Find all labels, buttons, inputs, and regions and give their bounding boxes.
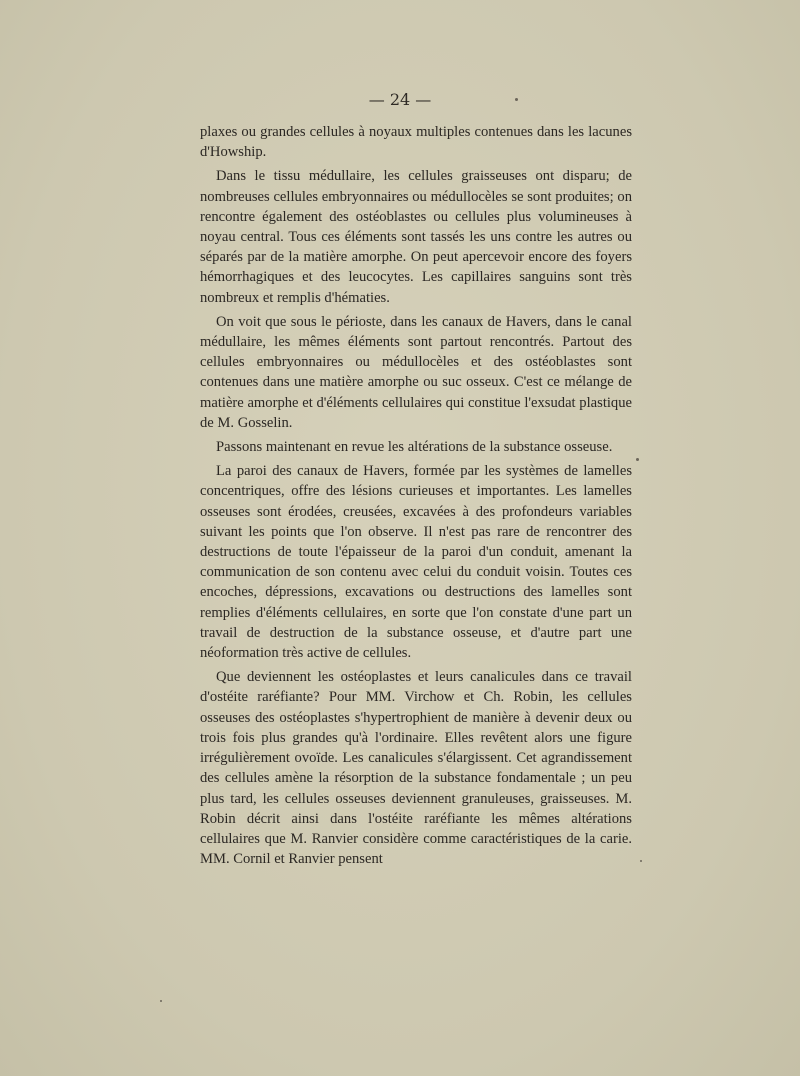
paragraph-5: La paroi des canaux de Havers, formée par les systèmes de lamelles concentriques, offre des lésions curieuses et importantes. Les lamelles osseuses sont érodées, creusées, excavées à des profondeurs variables suivant les points que l'on observe. Il n'est pas rare de rencontrer des destructions de toute l'épaisseur de la paroi d'un conduit, amenant la communication de son contenu avec celui du conduit voisin. Toutes ces encoches, dépressions, excavations ou destructions des lamelles sont remplies d'éléments cellulaires, en sorte que l'on constate d'une part un travail de destruction de la substance osseuse, et d'autre part une néoformation très active de cellules. bbox=[200, 463, 632, 662]
paragraph-2: Dans le tissu médullaire, les cellules graisseuses ont disparu; de nombreuses cellules embryonnaires ou médullocèles se sont produites; on rencontre également des ostéoblastes ou cellules plus volumineuses à noyau central. Tous ces éléments sont tassés les uns contre les autres ou séparés par de la matière amorphe. On peut apercevoir encore des foyers hémorrhagiques et des leucocytes. Les capillaires sanguins sont très nombreux et remplis d'hématies. bbox=[200, 168, 632, 306]
paragraph-1: plaxes ou grandes cellules à noyaux multiples contenues dans les lacunes d'Howship. bbox=[200, 124, 632, 161]
paragraph-6: Que deviennent les ostéoplastes et leurs canalicules dans ce travail d'ostéite raréfiante? Pour MM. Virchow et Ch. Robin, les cellules osseuses des ostéoplastes s'hypertrophient de manière à devenir deux ou trois fois plus grandes qu'à l'ordinaire. Elles revêtent alors une figure irrégulièrement ovoïde. Les canalicules s'élargissent. Cet agrandissement des cellules amène la résorption de la substance fondamentale ; un peu plus tard, les cellules osseuses deviennent granuleuses, graisseuses. M. Robin décrit ainsi dans l'ostéite raréfiante les mêmes altérations cellulaires que M. Ranvier considère comme caractéristiques de la carie. MM. Cornil et Ranvier pensent bbox=[200, 669, 632, 868]
paper-speck bbox=[160, 1000, 162, 1002]
paper-speck bbox=[640, 860, 642, 862]
paper-speck bbox=[515, 98, 518, 101]
paragraph-4: Passons maintenant en revue les altérations de la substance osseuse. bbox=[216, 439, 613, 456]
body-text bbox=[200, 122, 632, 873]
paragraph-3: On voit que sous le périoste, dans les canaux de Havers, dans le canal médullaire, les mêmes éléments sont partout rencontrés. Partout des cellules embryonnaires ou médullocèles et des ostéoblastes sont contenues dans une matière amorphe ou suc osseux. C'est ce mélange de matière amorphe et d'éléments cellulaires qui constitue l'exsudat plastique de M. Gosselin. bbox=[200, 313, 632, 431]
paper-speck bbox=[636, 458, 639, 461]
page-number: — 24 — bbox=[368, 90, 432, 109]
